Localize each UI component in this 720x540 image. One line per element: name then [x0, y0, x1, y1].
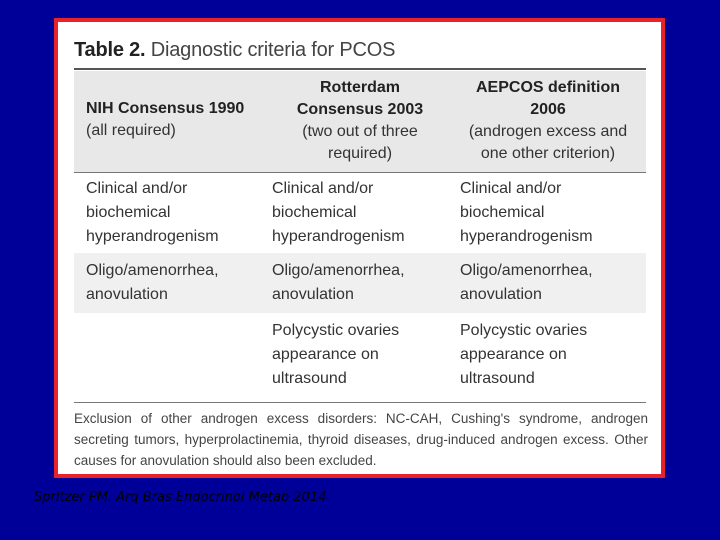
- cell-line: Oligo/amenorrhea,: [460, 262, 593, 279]
- cell-line: ultrasound: [272, 370, 347, 387]
- row1-aepcos-cell: [460, 177, 640, 249]
- source-credit: Spritzer PM. Arq Bras Endocrinol Metab 2014: [34, 490, 327, 505]
- header-rotterdam: [270, 77, 450, 165]
- row1-nih-cell: [86, 177, 266, 249]
- cell-line: anovulation: [272, 286, 354, 303]
- header-rotterdam-title-2: Consensus 2003: [296, 101, 424, 118]
- cell-line: anovulation: [460, 286, 542, 303]
- cell-line: Clinical and/or: [272, 180, 374, 197]
- cell-line: biochemical: [460, 204, 545, 221]
- cell-line: appearance on: [460, 346, 567, 363]
- header-aepcos-title-1: AEPCOS definition: [476, 79, 620, 96]
- table-row: [74, 177, 646, 252]
- table-row: [74, 253, 646, 313]
- cell-line: Oligo/amenorrhea,: [272, 262, 405, 279]
- row2-rotterdam-cell: [272, 259, 452, 307]
- cell-line: hyperandrogenism: [460, 228, 593, 245]
- top-rule: [74, 68, 646, 70]
- header-rotterdam-subtitle-1: (two out of three: [302, 123, 418, 140]
- cell-line: hyperandrogenism: [86, 228, 219, 245]
- cell-line: appearance on: [272, 346, 379, 363]
- header-rule: [74, 172, 646, 173]
- cell-line: Polycystic ovaries: [460, 322, 588, 339]
- row2-aepcos-cell: [460, 259, 640, 307]
- cell-line: ultrasound: [460, 370, 535, 387]
- header-rotterdam-subtitle-2: required): [327, 145, 393, 162]
- table-row: [74, 319, 646, 395]
- cell-line: Clinical and/or: [86, 180, 188, 197]
- bottom-rule: [74, 402, 646, 403]
- row3-aepcos-cell: [460, 319, 640, 391]
- header-nih-subtitle: (all required): [86, 122, 176, 139]
- cell-line: Polycystic ovaries: [272, 322, 400, 339]
- header-nih-title: NIH Consensus 1990: [86, 100, 245, 117]
- table-number: Table 2.: [74, 39, 146, 61]
- cell-line: biochemical: [272, 204, 357, 221]
- row1-rotterdam-cell: [272, 177, 452, 249]
- row3-rotterdam-cell: [272, 319, 452, 391]
- cell-line: Clinical and/or: [460, 180, 562, 197]
- table-frame: [54, 18, 665, 478]
- row2-nih-cell: [86, 259, 266, 307]
- header-nih: [86, 98, 244, 142]
- header-aepcos: [458, 77, 638, 165]
- header-aepcos-subtitle-2: one other criterion): [480, 145, 616, 162]
- header-rotterdam-title-1: Rotterdam: [319, 79, 400, 96]
- table-caption: Diagnostic criteria for PCOS: [145, 39, 396, 61]
- header-aepcos-title-2: 2006: [530, 101, 566, 118]
- cell-line: anovulation: [86, 286, 168, 303]
- table-title: [74, 39, 395, 62]
- table-header: [74, 71, 646, 172]
- cell-line: biochemical: [86, 204, 171, 221]
- cell-line: hyperandrogenism: [272, 228, 405, 245]
- table-footnote: Exclusion of other androgen excess disorders: NC-CAH, Cushing's syndrome, androgen secreting tumors, hyperprolactinemia, thyroid diseases, drug-induced androgen excess. Other causes for anovulation should also been excluded.: [74, 411, 648, 468]
- cell-line: Oligo/amenorrhea,: [86, 262, 219, 279]
- header-aepcos-subtitle-1: (androgen excess and: [468, 123, 628, 140]
